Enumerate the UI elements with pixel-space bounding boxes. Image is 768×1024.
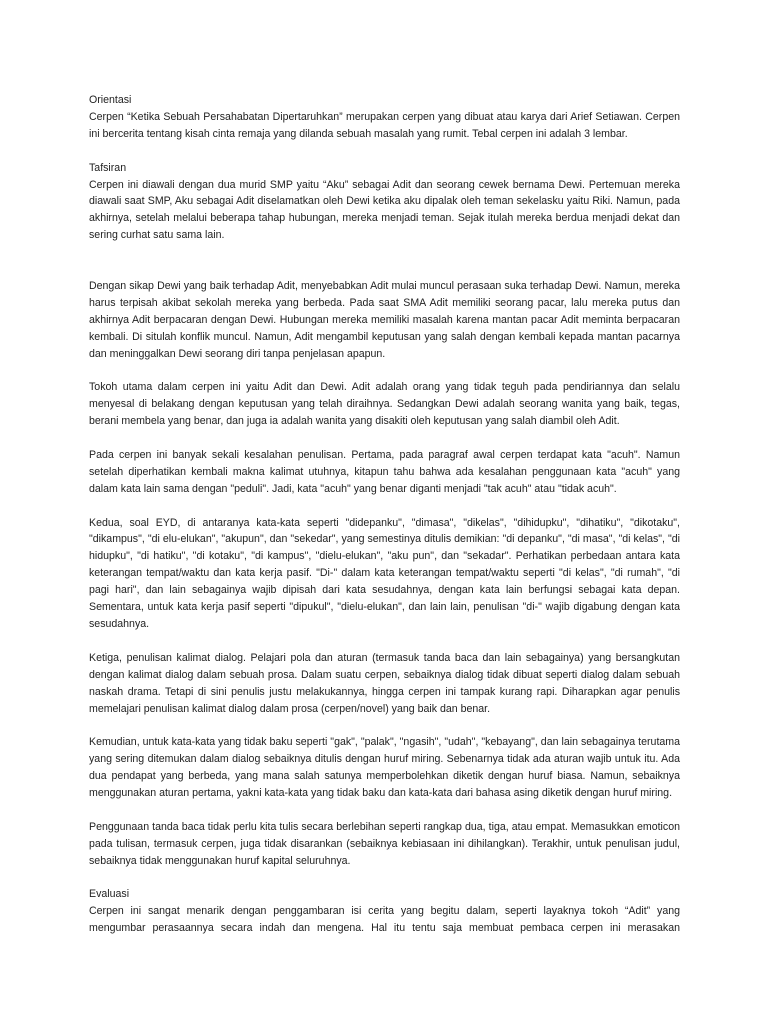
paragraph-tafsiran-8: Penggunaan tanda baca tidak perlu kita tulis secara berlebihan seperti rangkap dua, tiga, atau empat. Memasukkan emoticon pada tulisan, termasuk cerpen, juga tidak disarankan (sebaiknya kebiasaan ini dihilangkan). Terakhir, untuk penulisan judul, sebaiknya tidak menggunakan huruf kapital seluruhnya.	[89, 820, 680, 867]
paragraph-tafsiran-2: Dengan sikap Dewi yang baik terhadap Adit, menyebabkan Adit mulai muncul perasaan suka terhadap Dewi. Namun, mereka harus terpisah akibat sekolah mereka yang berbeda. Pada saat SMA Adit memiliki seorang pacar, lalu mereka putus dan akhirnya Adit berpacaran dengan Dewi. Hubungan mereka memiliki masalah karena mantan pacar Adit meminta berpacaran kembali. Di situlah konflik muncul. Namun, Adit mengambil keputusan yang salah dengan kembali kepada mantan pacarnya dan meninggalkan Dewi seorang diri tanpa penjelasan apapun.	[89, 279, 680, 360]
paragraph-tafsiran-4: Pada cerpen ini banyak sekali kesalahan penulisan. Pertama, pada paragraf awal cerpen terdapat kata "acuh". Namun setelah diperhatikan kembali makna kalimat utuhnya, kitapun tahu bahwa ada kesalahan penggunaan kata "acuh" yang dalam kata lain sama dengan "peduli". Jadi, kata "acuh" yang benar diganti menjadi "tak acuh" atau "tidak acuh".	[89, 448, 680, 495]
heading-tafsiran: Tafsiran	[89, 161, 127, 174]
heading-evaluasi: Evaluasi	[89, 888, 130, 901]
spacer	[89, 261, 680, 278]
paragraph-tafsiran-1: Cerpen ini diawali dengan dua murid SMP yaitu “Aku” sebagai Adit dan seorang cewek bernama Dewi. Pertemuan mereka diawali saat SMP, Aku sebagai Adit diselamatkan oleh Dewi ketika aku dipalak oleh teman sekelasku yaitu Riki. Namun, pada akhirnya, setelah melalui beberapa tahap hubungan, mereka menjadi teman. Sejak itulah mereka berdua menjadi dekat dan sering curhat satu sama lain.	[89, 178, 680, 242]
paragraph-tafsiran-7: Kemudian, untuk kata-kata yang tidak baku seperti "gak", "palak", "ngasih", "udah", "kebayang", dan lain sebagainya terutama yang sering ditemukan dalam dialog sebaiknya ditulis dengan huruf miring. Sebenarnya tidak ada aturan wajib untuk itu. Ada dua pendapat yang berbeda, yang mana salah satunya memperbolehkan diketik dengan huruf biasa. Namun, sebaiknya menggunakan aturan pertama, yakni kata-kata yang tidak baku dan kata-kata dari bahasa asing diketik dengan huruf miring.	[89, 736, 680, 800]
paragraph-tafsiran-5: Kedua, soal EYD, di antaranya kata-kata seperti "didepanku", "dimasa", "dikelas", "dihidupku", "dihatiku", "dikotaku", "dikampus", "di elu-elukan", "akupun", dan "sekedar", yang semestinya ditulis demikian: "di depanku", "di masa", "di kelas", "di hidupku", "di hatiku", "di kotaku", "di kampus", "dielu-elukan", "aku pun", dan "sekadar". Perhatikan perbedaan antara kata keterangan tempat/waktu dan kata kerja pasif. "Di-" dalam kata keterangan tempat/waktu seperti "di kelas", "di rumah", "di pagi hari", dan lain sebagainya wajib dipisah dari kata sesudahnya, dengan kata lain berfungsi sebagai kata depan. Sementara, untuk kata kerja pasif seperti "dipukul", "dielu-elukan", dan lain lain, penulisan "di-" wajib digabung dengan kata sesudahnya.	[89, 516, 680, 630]
heading-orientasi: Orientasi	[89, 94, 132, 106]
paragraph-evaluasi: Cerpen ini sangat menarik dengan penggambaran isi cerita yang begitu dalam, seperti layaknya tokoh “Adit” yang mengumbar perasaannya secara indah dan mengena. Hal itu tentu saja membuat pembaca cerpen ini merasakan	[89, 905, 680, 935]
paragraph-orientasi: Cerpen “Ketika Sebuah Persahabatan Dipertaruhkan” merupakan cerpen yang dibuat atau karya dari Arief Setiawan. Cerpen ini bercerita tentang kisah cinta remaja yang dilanda sebuah masalah yang rumit. Tebal cerpen ini adalah 3 lembar.	[89, 110, 680, 140]
paragraph-tafsiran-6: Ketiga, penulisan kalimat dialog. Pelajari pola dan aturan (termasuk tanda baca dan lain sebagainya) yang bersangkutan dengan kalimat dialog dalam sebuah prosa. Dalam suatu cerpen, sebaiknya dialog tidak dibuat seperti dialog dalam sebuah naskah drama. Tetapi di sini penulis justu melakukannya, hingga cerpen ini tampak kurang rapi. Diharapkan agar penulis memelajari penulisan kalimat dialog dalam prosa (cerpen/novel) yang baik dan benar.	[89, 651, 680, 715]
paragraph-tafsiran-3: Tokoh utama dalam cerpen ini yaitu Adit dan Dewi. Adit adalah orang yang tidak teguh pada pendiriannya dan selalu menyesal di belakang dengan keputusan yang telah diraihnya. Sedangkan Dewi adalah seorang wanita yang baik, tegas, berani membela yang benar, dan juga ia adalah wanita yang disakiti oleh keputusan yang salah diambil oleh Adit.	[89, 381, 680, 428]
document-body	[89, 92, 680, 937]
